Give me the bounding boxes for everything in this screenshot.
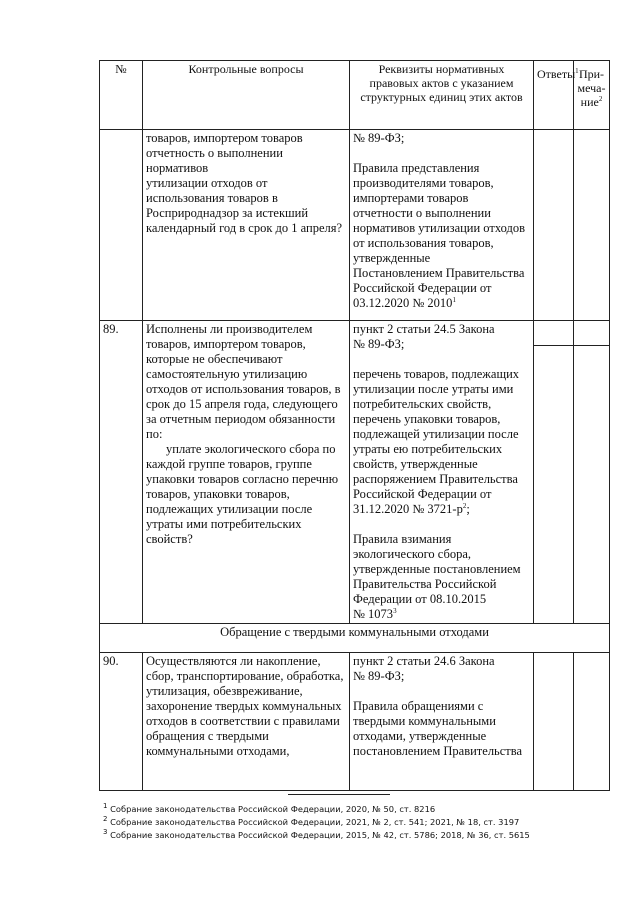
footnote-ref: 3 xyxy=(393,606,397,615)
line: перечень товаров, подлежащих xyxy=(353,367,520,381)
line: перечень упаковки товаров, xyxy=(353,412,501,426)
line: подлежащих утилизации после xyxy=(146,502,313,516)
line: по: xyxy=(146,427,163,441)
footnotes xyxy=(103,803,530,842)
footnote-ref: 2 xyxy=(462,501,467,510)
line: утилизация, обезвреживание, xyxy=(146,684,303,698)
line-text: 03.12.2020 № 2010 xyxy=(353,296,453,310)
line: утраты ею потребительских xyxy=(353,442,503,456)
table-row-89 xyxy=(100,321,610,624)
row-num: 90. xyxy=(100,653,143,791)
line: Постановлением Правительства xyxy=(353,266,525,280)
checklist-table xyxy=(99,60,610,791)
header-answer-sup: 1 xyxy=(575,67,579,75)
line: товаров, упаковки товаров, xyxy=(146,487,290,501)
header-requisites: Реквизиты нормативных правовых актов с указанием структурных единиц этих актов xyxy=(350,61,534,130)
row-num: 89. xyxy=(100,321,143,624)
line: производителями товаров, xyxy=(353,176,494,190)
header-answer-text: Ответы xyxy=(537,67,576,81)
line: уплате экологического сбора по xyxy=(166,442,336,456)
line: товаров, импортером товаров xyxy=(146,131,303,145)
line: сбор, транспортирование, обработка, xyxy=(146,669,344,683)
footnote-1 xyxy=(103,803,530,816)
line: твердыми коммунальными xyxy=(353,714,496,728)
line: захоронение твердых коммунальных xyxy=(146,699,342,713)
header-note xyxy=(574,61,610,130)
line-suffix: ; xyxy=(466,502,470,516)
line: Российской Федерации от xyxy=(353,281,492,295)
table-row-90 xyxy=(100,653,610,791)
footnote-3 xyxy=(103,829,530,842)
header-questions: Контрольные вопросы xyxy=(143,61,350,130)
note-cell[interactable] xyxy=(574,653,610,791)
line-text: 31.12.2020 № 3721-р xyxy=(353,502,463,516)
line: утилизации после утраты ими xyxy=(353,382,514,396)
header-row xyxy=(100,61,610,130)
line: утраты ими потребительских xyxy=(146,517,302,531)
footnote-ref: 1 xyxy=(452,295,456,304)
line: Правила представления xyxy=(353,161,480,175)
line: свойств? xyxy=(146,532,193,546)
line: использования товаров в xyxy=(146,191,278,205)
line: № 89-ФЗ; xyxy=(353,337,405,351)
line: Росприроднадзор за истекший xyxy=(146,206,309,220)
line: Осуществляются ли накопление, xyxy=(146,654,321,668)
line: самостоятельную утилизацию xyxy=(146,367,308,381)
line: Правительства Российской xyxy=(353,577,497,591)
line: пункт 2 статьи 24.5 Закона xyxy=(353,322,495,336)
line: товаров, импортером товаров, xyxy=(146,337,306,351)
line xyxy=(353,607,530,622)
line: потребительских свойств, xyxy=(353,397,492,411)
line: отходов в соответствии с правилами xyxy=(146,714,340,728)
footnote-separator xyxy=(288,794,390,795)
line: Правила взимания xyxy=(353,532,452,546)
question-cell xyxy=(143,653,350,791)
footnote-2 xyxy=(103,816,530,829)
header-answer xyxy=(534,61,579,130)
line: распоряжением Правительства xyxy=(353,472,518,486)
question-cell xyxy=(143,130,350,321)
row-num xyxy=(100,130,143,321)
table-row-continuation xyxy=(100,130,610,321)
header-num: № xyxy=(100,61,143,130)
footnote-mark: 3 xyxy=(103,828,108,837)
note-cell[interactable] xyxy=(574,321,610,624)
line: календарный год в срок до 1 апреля? xyxy=(146,221,343,235)
line: импортерами товаров xyxy=(353,191,469,205)
header-note-text: При-меча-ние xyxy=(577,67,606,109)
line: Федерации от 08.10.2015 xyxy=(353,592,487,606)
section-title: Обращение с твердыми коммунальными отходами xyxy=(100,624,610,653)
line: утилизации отходов от xyxy=(146,176,268,190)
answer-cell[interactable] xyxy=(534,653,574,791)
line: от использования товаров, xyxy=(353,236,494,250)
line: отходов от использования товаров, в xyxy=(146,382,341,396)
line: подлежащей утилизации после xyxy=(353,427,519,441)
line: отчетности о выполнении xyxy=(353,206,491,220)
footnote-text: Собрание законодательства Российской Федерации, 2020, № 50, ст. 8216 xyxy=(110,804,436,814)
line: нормативов утилизации отходов xyxy=(353,221,526,235)
question-cell xyxy=(143,321,350,624)
footnote-mark: 2 xyxy=(103,815,108,824)
answer-cell[interactable] xyxy=(534,321,574,624)
line: коммунальными отходами, xyxy=(146,744,290,758)
line: свойств, утвержденные xyxy=(353,457,478,471)
line: № 89-ФЗ; xyxy=(353,669,405,683)
line: утвержденные xyxy=(353,251,431,265)
line xyxy=(353,296,530,311)
footnote-mark: 1 xyxy=(103,802,108,811)
section-row xyxy=(100,624,610,653)
line: пункт 2 статьи 24.6 Закона xyxy=(353,654,495,668)
line: которые не обеспечивают xyxy=(146,352,283,366)
requisites-cell xyxy=(350,653,534,791)
line: № 89-ФЗ; xyxy=(353,131,405,145)
line: упаковки товаров согласно перечню xyxy=(146,472,339,486)
line: отходами, утвержденные xyxy=(353,729,487,743)
line xyxy=(353,502,530,517)
line: отчетность о выполнении нормативов xyxy=(146,146,283,175)
requisites-cell xyxy=(350,321,534,624)
header-note-sup: 2 xyxy=(598,95,603,103)
footnote-text: Собрание законодательства Российской Федерации, 2021, № 2, ст. 541; 2021, № 18, ст. 3197 xyxy=(110,817,520,827)
line: обращения с твердыми xyxy=(146,729,269,743)
line-text: № 1073 xyxy=(353,607,394,621)
answer-cell[interactable] xyxy=(534,130,574,321)
line: Правила обращениями с xyxy=(353,699,484,713)
line: Исполнены ли производителем xyxy=(146,322,313,336)
footnote-text: Собрание законодательства Российской Федерации, 2015, № 42, ст. 5786; 2018, № 36, ст. 5615 xyxy=(110,830,530,840)
requisites-cell xyxy=(350,130,534,321)
line: Российской Федерации от xyxy=(353,487,492,501)
line: утвержденные постановлением xyxy=(353,562,521,576)
line: экологического сбора, xyxy=(353,547,471,561)
line: за отчетным периодом обязанности xyxy=(146,412,336,426)
note-cell[interactable] xyxy=(574,130,610,321)
line: постановлением Правительства xyxy=(353,744,523,758)
line: срок до 15 апреля года, следующего xyxy=(146,397,338,411)
line: каждой группе товаров, группе xyxy=(146,457,312,471)
